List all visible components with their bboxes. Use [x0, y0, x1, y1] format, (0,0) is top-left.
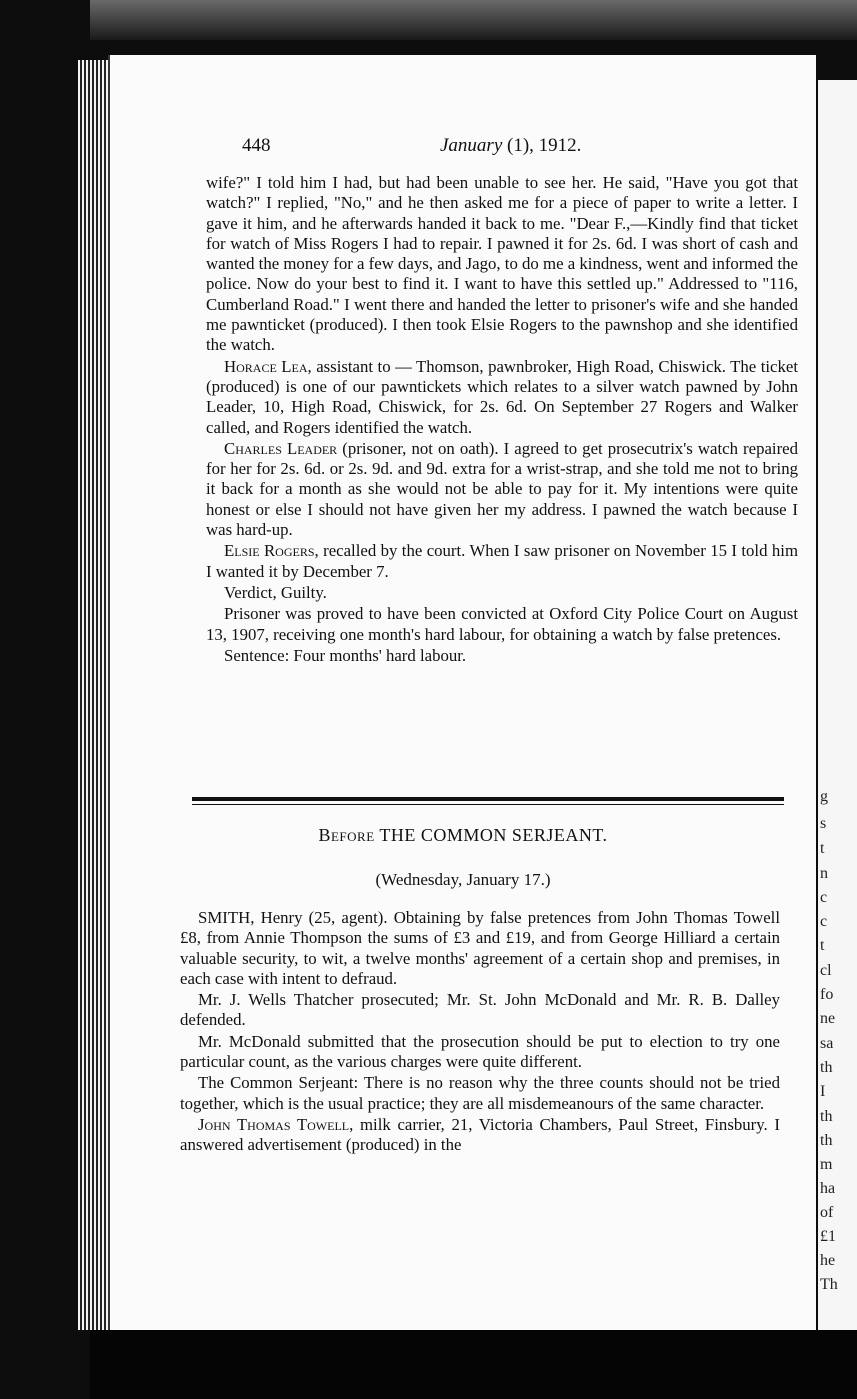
- witness-name: Horace Lea: [224, 356, 308, 376]
- facing-page-fragment: n: [820, 865, 828, 882]
- witness-text: , assistant to — Thomson, pawnbroker, High Road, Chiswick. The ticket (produced) is one of our pawntickets which relates to a silver watch pawned by John Leader, 10, High Road, Chiswick, for 2s. 6d. On September 27 Rogers and Walker called, and Rogers identified the watch.: [206, 356, 798, 437]
- page-number: 448: [242, 135, 271, 156]
- facing-page-fragment: sa: [820, 1035, 834, 1052]
- witness-text: , milk carrier, 21, Victoria Chambers, Paul Street, Finsbury. I answered advertisement (produced) in the: [180, 1114, 780, 1155]
- paragraph-testimony-continued: wife?" I told him I had, but had been unable to see her. He said, "Have you got that watch?" I replied, "No," and he then asked me for a piece of paper to write a letter. I gave it him, and he afterwards handed it back to me. "Dear F.,—Kindly find that ticket for watch of Miss Rogers I had to repair. I pawned it for 2s. 6d. I was short of cash and wanted the money for a few days, and Jago, to do me a kindness, went and informed the police. Now do your best to find it. I want to have this settled up." Addressed to "116, Cumberland Road." I went there and handed the letter to prisoner's wife and she handed me pawnticket (produced). I then took Elsie Rogers to the pawnshop and she identified the watch.: [206, 173, 798, 355]
- book-top-edge: [90, 0, 857, 40]
- paragraph-sentence: Sentence: Four months' hard labour.: [224, 645, 467, 665]
- facing-page-fragment: g: [820, 788, 828, 805]
- paragraph-submission: Mr. McDonald submitted that the prosecution should be put to election to try one particular count, as the various charges were quite different.: [180, 1031, 780, 1072]
- paragraph-counsel: Mr. J. Wells Thatcher prosecuted; Mr. St. John McDonald and Mr. R. B. Dalley defended.: [180, 990, 780, 1030]
- page-header: [110, 135, 816, 165]
- facing-page-fragment: Th: [820, 1276, 838, 1293]
- facing-page-fragment: th: [820, 1108, 833, 1125]
- paragraph-towell: [180, 1115, 780, 1156]
- witness-text: , recalled by the court. When I saw prisoner on November 15 I told him I wanted it by December 7.: [206, 541, 798, 581]
- facing-page-fragment: c: [820, 913, 828, 930]
- section-heading: [110, 825, 816, 846]
- facing-page-fragment: c: [820, 889, 828, 906]
- facing-page-fragment: of: [820, 1204, 834, 1221]
- witness-name: John Thomas Towell: [198, 1114, 350, 1134]
- facing-page-fragment: £1: [820, 1228, 836, 1245]
- paragraph-charles-leader: [206, 439, 798, 540]
- book-bottom-edge: [90, 1330, 857, 1399]
- facing-page-fragment: th: [820, 1059, 833, 1076]
- body-text-bottom: [180, 908, 780, 1157]
- facing-page-fragment: cl: [820, 962, 832, 979]
- body-text-top: [206, 173, 798, 667]
- paragraph-indictment: SMITH, Henry (25, agent). Obtaining by false pretences from John Thomas Towell £8, from Annie Thompson the sums of £3 and £19, and from George Hilliard a certain valuable security, to wit, a twelve months' agreement of a certain shop and premises, in each case with intent to defraud.: [180, 908, 780, 988]
- facing-page-fragment: s: [820, 815, 827, 832]
- facing-page-fragment: th: [820, 1132, 833, 1149]
- paragraph-elsie-rogers: [206, 541, 798, 582]
- witness-name: Elsie Rogers: [224, 541, 315, 561]
- section-date: (Wednesday, January 17.): [375, 870, 551, 889]
- facing-page-fragment: he: [820, 1252, 836, 1269]
- running-head-date: (1), 1912.: [502, 135, 582, 156]
- facing-page-fragment: t: [820, 840, 825, 857]
- facing-page-fragment: fo: [820, 986, 834, 1003]
- facing-page-fragment: ne: [820, 1010, 836, 1027]
- facing-page-edge: [818, 80, 857, 1340]
- facing-page-fragment: ha: [820, 1180, 836, 1197]
- section-divider: [192, 797, 784, 805]
- paragraph-verdict: Verdict, Guilty.: [224, 582, 327, 602]
- witness-text: (prisoner, not on oath). I agreed to get prosecutrix's watch repaired for her for 2s. 6d. or 2s. 9d. and 9d. extra for a wrist-strap, and she told me not to bring it back for a month as she would not be able to pay for it. My intentions were quite honest or else I should not have given her my address. I pawned the watch because I was hard-up.: [206, 438, 798, 540]
- book-page: [108, 55, 816, 1330]
- section-title: THE COMMON SERJEANT.: [374, 825, 608, 845]
- paragraph-horace-lea: [206, 357, 798, 438]
- paragraph-prior-conviction: Prisoner was proved to have been convicted at Oxford City Police Court on August 13, 1907, receiving one month's hard labour, for obtaining a watch by false pretences.: [206, 604, 798, 644]
- facing-page-fragment: m: [820, 1156, 833, 1173]
- running-head: [440, 135, 581, 157]
- section-before: Before: [318, 825, 375, 845]
- running-head-month: January: [440, 135, 503, 156]
- page-stack-edges: [78, 60, 110, 1330]
- witness-name: Charles Leader: [224, 438, 338, 458]
- facing-page-fragment: I: [820, 1083, 826, 1100]
- paragraph-ruling: The Common Serjeant: There is no reason why the three counts should not be tried together, which is the usual practice; they are all misdemeanours of the same character.: [180, 1073, 780, 1113]
- facing-page-fragment: t: [820, 937, 825, 954]
